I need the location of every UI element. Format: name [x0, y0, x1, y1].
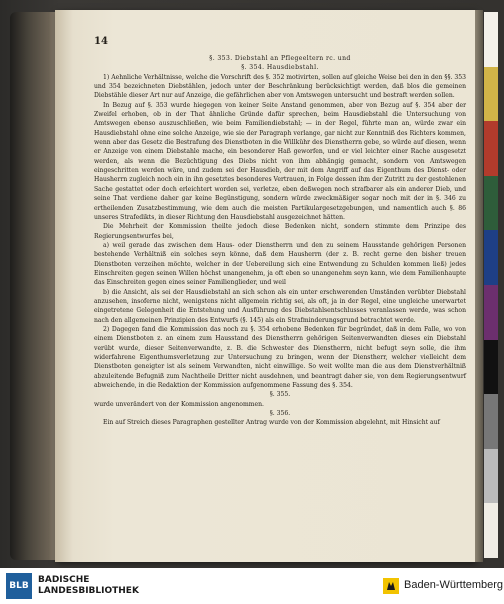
page-stack-edge: [475, 10, 483, 562]
section-heading-353: §. 353. Diebstahl an Pflegeeltern rc. und: [209, 55, 351, 62]
library-name-line2: LANDESBIBLIOTHEK: [38, 586, 139, 596]
paragraph: a) weil gerade das zwischen dem Haus- oder Dienstherrn und den zu seinem Hausstande gehörigen Personen bestehende Verhältniß ein solches seyn könne, daß dem Hausherrn (der z. B. recht gerne den bisher treuen Dienstboten verzeihen möchte, welcher in der Uebereilung sich eine Entwendung zu Schulden kommen ließ) jedes Einschreiten gegen seinen Willen höchst unangenehm, ja oft eben so unangenehm seyn kann, wie dem Familienhaupte das Einschreiten gegen eines seiner Familienglieder, und weil: [94, 241, 466, 287]
section-heading-356: §. 356.: [269, 410, 291, 418]
color-swatch: [484, 67, 498, 122]
section-heading-354: §. 354. Hausdiebstahl.: [241, 64, 319, 72]
blb-logo-icon[interactable]: BLB: [6, 573, 32, 599]
color-swatch: [484, 449, 498, 504]
paragraph: Die Mehrheit der Kommission theilte jedoch diese Bedenken nicht, sondern stimmte dem Prinzipe des Regierungsentwurfes bei,: [94, 223, 466, 240]
color-swatch: [484, 176, 498, 231]
color-swatch: [484, 121, 498, 176]
color-calibration-strip: [484, 12, 498, 558]
paragraph: 2) Dagegen fand die Kommission das noch zu §. 354 erhobene Bedenken für begründet, daß in dem Falle, wo von einem Dienstboten z. an einem zum Hausstand des Dienstherrn gehörigen Seitenverwandten dieses ein Diebstahl verübt wurde, dieser Seitenverwandte, z. B. die Schwester des Dienstherrn, nicht befugt seyn solle, die ihm widerfahrene Eigenthumsverletzung zur Untersuchung zu bringen, wenn der Dienstherr, welcher vielleicht dem Dienstboten geneigter ist als seinem Verwandten, nicht einwillige. So weit wollte man die aus dem Dienstverhältniß abzuleitende Befugniß zum Nachtheile Dritter nicht ausdehnen, und beantragt daher sie, von dem Regierungsentwurf abweichende, in die Redaktion der Kommission aufgenommene Fassung des §. 354.: [94, 325, 466, 390]
library-name: [38, 575, 139, 597]
color-swatch: [484, 230, 498, 285]
paragraph: b) die Ansicht, als sei der Hausdiebstahl an sich schon als ein unter erschwerenden Umständen verübter Diebstahl anzusehen, insoferne nicht, wenigstens nicht allgemein richtig sei, als oft, ja in der Regel, eine ungleiche unerwartet eingetretene Gelegenheit die Entstehung und Ausführung des Diebstahlsentschlusses veranlassen werde, was schon nach den allgemeinen Prinzipien des Entwurfs (§. 145) als ein Strafminderungsgrund betrachtet werde.: [94, 288, 466, 324]
color-swatch: [484, 340, 498, 395]
color-swatch: [484, 394, 498, 449]
library-name-line1: BADISCHE: [38, 575, 90, 585]
book-spine-edge: [10, 12, 58, 560]
paragraph-355: wurde unverändert von der Kommission angenommen.: [94, 400, 264, 408]
paragraph-356: Ein auf Streich dieses Paragraphen gestellter Antrag wurde von der Kommission abgelehnt, mit Hinsicht auf: [103, 419, 440, 427]
color-swatch: [484, 285, 498, 340]
page-text: [94, 54, 466, 428]
page-number: 14: [94, 36, 108, 47]
color-swatch: [484, 503, 498, 558]
color-swatch: [484, 12, 498, 67]
paragraph: 1) Aehnliche Verhältnisse, welche die Vorschrift des §. 352 motivirten, sollen auf gleiche Weise bei den in den §§. 353 und 354 bezeichneten Diebstählen, jedoch unter der Beschränkung berücksichtigt werden, daß blos die gemeinen Diebstähle dieser Art nur auf Anzeige, die gefährlichen aber von Amtswegen untersucht und bestraft werden sollen.: [94, 73, 466, 100]
baden-wuerttemberg-lion-icon[interactable]: [382, 577, 400, 595]
section-heading-355: §. 355.: [269, 391, 291, 399]
library-footer: [0, 568, 504, 604]
state-name: Baden-Württemberg: [404, 579, 504, 591]
paragraph: In Bezug auf §. 353 wurde hiegegen von keiner Seite Anstand genommen, aber von Bezug auf §. 354 aber der Zweifel erhoben, ob in der That ähnliche Gründe dafür sprechen, beim Hausdiebstahl die Untersuchung von Amtswegen ebenso auszuschließen, wie beim Familiendiebstahl; — in der Regel, führte man an, würde zwar ein Hausdiebstahl ohne eine solche Anzeige, wie sie der Paragraph verlange, gar nicht zur Kenntniß des Richters kommen, wenn aber das Gesetz die Bestrafung des Dienstboten in die Willkühr des Dienstherrn gebe, so würde auf diesen, wenn er Anzeige von einem Diebstahle mache, ein besonderer Haß geworfen, und er viel leichter einer Rache ausgesetzt werden, als wenn die Bezüchtigung des Diebs nicht von ihm abhängig gemacht, sondern von Amtswegen eingeschritten werden wäre, und zudem sei der Hausdieb, der mit dem Angriff auf das Eigenthum des Dienst- oder Hausherrn zugleich noch ein in ihn gesetztes besonderes Vertrauen, in Folge dessen ihm der Zutritt zu der gestohlenen Sache gestattet oder doch erleichtert worden sei, verletze, eben deßwegen noch strafbarer als ein anderer Dieb, und seine That verdiene daher gar keine Begünstigung, sondern würde zweckmäßiger sogar noch mit der in §. 346 zu ertheilenden Zusatzbestimmung, wie dem auch die meisten Partikulargesetzgebungen, und namentlich auch §. 86 unseres Strafedikts, in dieser Richtung den Hausdiebstahl ausgezeichnet hätten.: [94, 101, 466, 221]
